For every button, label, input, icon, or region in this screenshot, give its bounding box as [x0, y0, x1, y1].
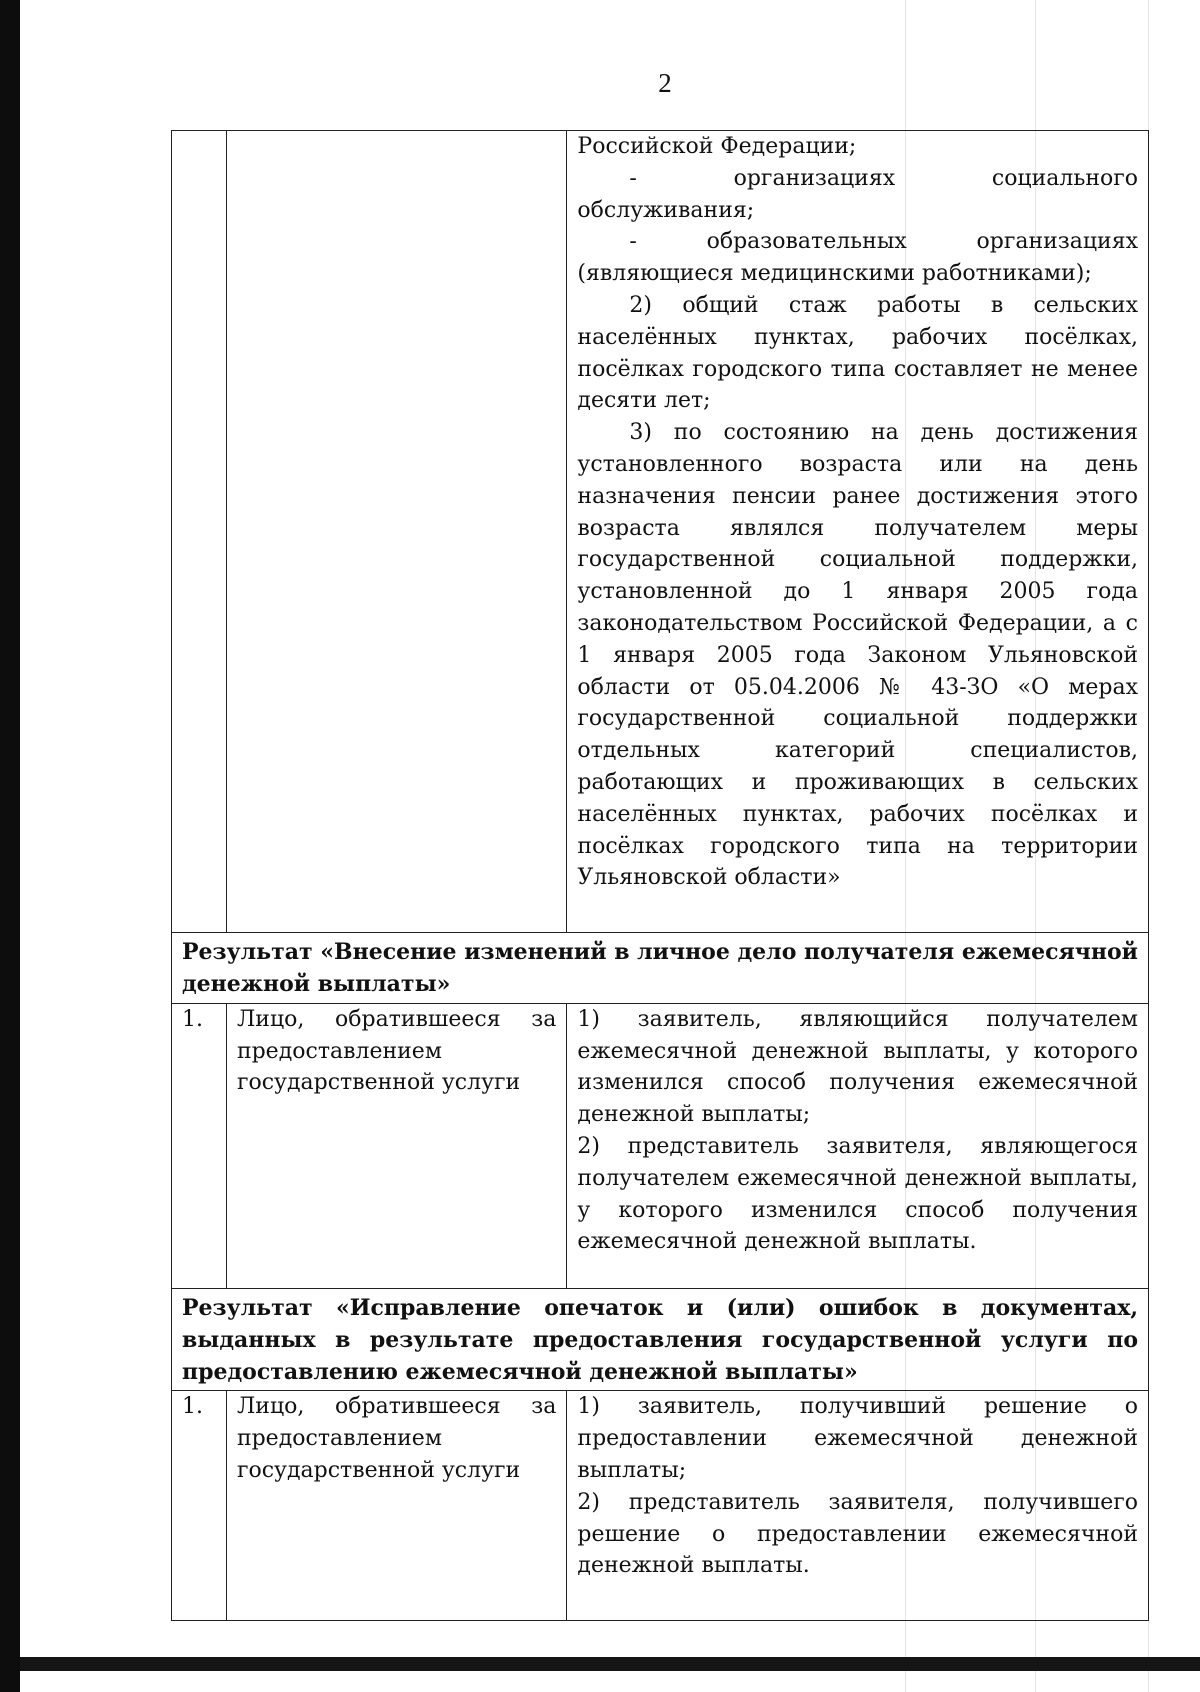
conditions-cell	[567, 1003, 1149, 1288]
condition-item-2: 2) представитель заявителя, являющегося получателем ежемесячной денежной выплаты, у которого изменился способ получения ежемесячной денежной выплаты.	[577, 1133, 1138, 1255]
condition-item-1: 1) заявитель, являющийся получателем ежемесячной денежной выплаты, у которого изменился способ получения ежемесячной денежной выплаты;	[577, 1006, 1138, 1128]
condition-item-3: 3) по состоянию на день достижения установленного возраста или на день назначения пенсии ранее достижения этого возраста являлся получателем меры государственной социальной поддержки, установленной до 1 января 2005 года законодательством Российской Федерации, а с 1 января 2005 года Законом Ульяновской области от 05.04.2006 № 43-ЗО «О мерах государственной социальной поддержки отдельных категорий специалистов, работающих и проживающих в сельских населённых пунктах, рабочих посёлках и посёлках городского типа на территории Ульяновской области»	[577, 420, 1138, 891]
conditions-cell	[567, 131, 1149, 933]
condition-line: (являющиеся медицинскими работниками);	[577, 261, 1092, 287]
applicant-cell	[226, 1391, 566, 1621]
table-row	[172, 131, 1149, 933]
row-number: 1.	[172, 1003, 227, 1288]
table-row	[172, 933, 1149, 1004]
eligibility-table	[171, 130, 1149, 1621]
scan-border-bottom	[20, 1657, 1200, 1671]
table-row	[172, 1289, 1149, 1391]
condition-item-1: 1) заявитель, получивший решение о предоставлении ежемесячной денежной выплаты;	[577, 1394, 1138, 1484]
table-row	[172, 1003, 1149, 1288]
conditions-cell	[567, 1391, 1149, 1621]
result-heading: Результат «Исправление опечаток и (или) ошибок в документах, выданных в результате предоставления государственной услуги по предоставлению ежемесячной денежной выплаты»	[172, 1289, 1149, 1391]
table-row	[172, 1391, 1149, 1621]
condition-line: Российской Федерации;	[577, 134, 857, 159]
condition-line: обслуживания;	[577, 197, 755, 223]
scan-border-left	[0, 0, 20, 1692]
condition-item-2: 2) общий стаж работы в сельских населённых пунктах, рабочих посёлках, посёлках городского типа составляет не менее десяти лет;	[577, 292, 1138, 414]
applicant-description: Лицо, обратившееся за предоставлением государственной услуги	[236, 1394, 557, 1484]
applicant-description: Лицо, обратившееся за предоставлением государственной услуги	[236, 1006, 557, 1096]
condition-line: - организациях социального	[629, 165, 1138, 191]
applicant-cell	[226, 131, 566, 933]
page-number: 2	[658, 68, 672, 98]
condition-line: - образовательных организациях	[629, 229, 1138, 255]
row-number: 1.	[172, 1391, 227, 1621]
result-heading: Результат «Внесение изменений в личное дело получателя ежемесячной денежной выплаты»	[172, 933, 1149, 1004]
condition-item-2: 2) представитель заявителя, получившего решение о предоставлении ежемесячной денежной выплаты.	[577, 1489, 1138, 1579]
number-cell	[172, 131, 227, 933]
applicant-cell	[226, 1003, 566, 1288]
